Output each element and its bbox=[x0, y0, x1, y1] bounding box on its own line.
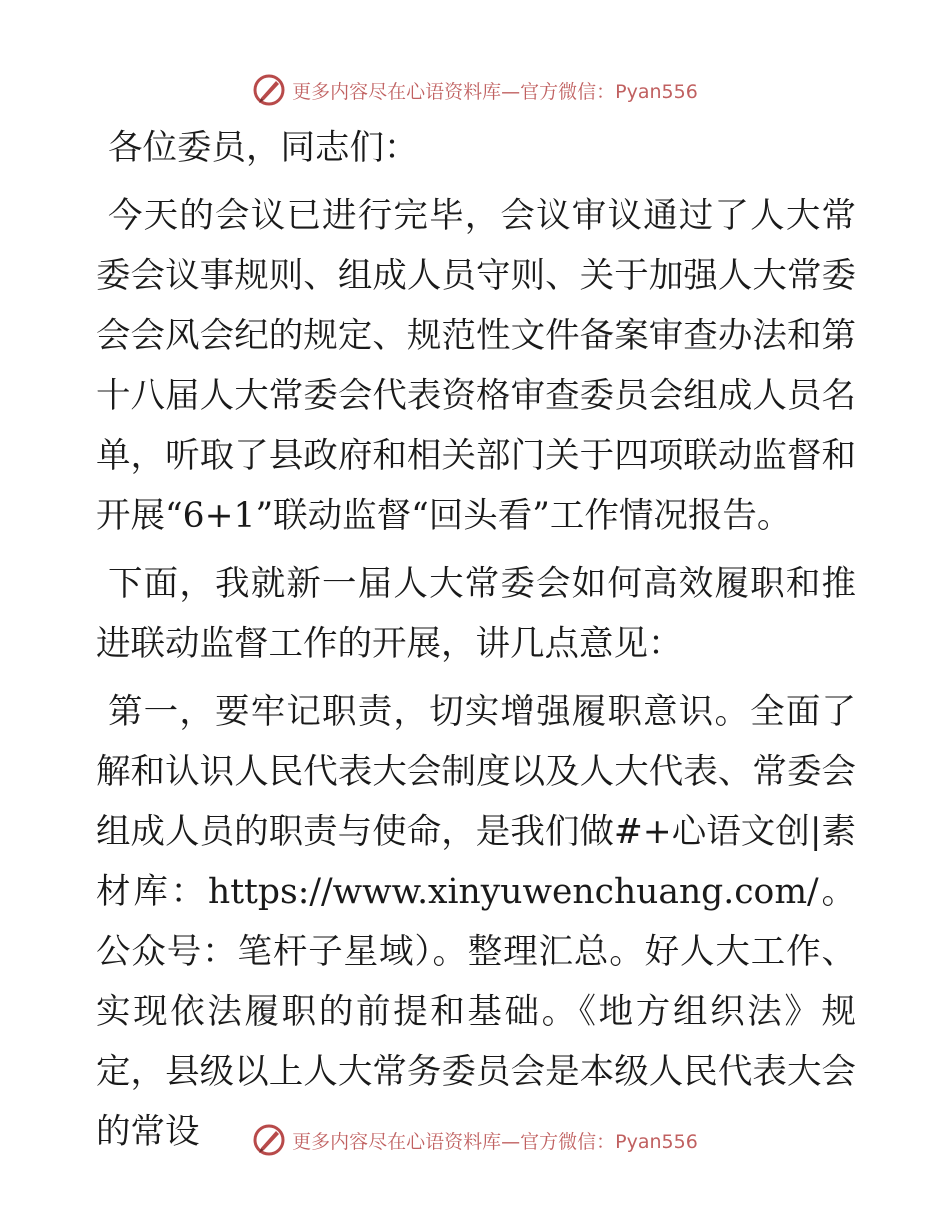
header-watermark-banner bbox=[0, 70, 950, 110]
document-body bbox=[96, 118, 856, 1170]
paragraph-greeting: 各位委员，同志们： bbox=[108, 128, 419, 168]
pen-logo-icon bbox=[252, 1123, 286, 1157]
paragraph-intro: 下面，我就新一届人大常委会如何高效履职和推进联动监督工作的开展，讲几点意见： bbox=[96, 564, 856, 664]
watermark-text: 更多内容尽在心语资料库—官方微信：Pyan556 bbox=[292, 1130, 698, 1153]
footer-watermark-banner bbox=[0, 1120, 950, 1160]
pen-logo-icon bbox=[252, 73, 286, 107]
paragraph-point-one: 第一，要牢记职责，切实增强履职意识。全面了解和认识人民代表大会制度以及人大代表、常委会组成人员的职责与使命，是我们做#+心语文创|素材库：https://www.xinyuwenchuang.com/。公众号：笔杆子星域）。整理汇总。好人大工作、实现依法履职的前提和基础。《地方组织法》规定，县级以上人大常务委员会是本级人民代表大会的常设 bbox=[96, 692, 856, 1152]
watermark-text: 更多内容尽在心语资料库—官方微信：Pyan556 bbox=[292, 80, 698, 103]
paragraph-summary: 今天的会议已进行完毕，会议审议通过了人大常委会议事规则、组成人员守则、关于加强人大常委会会风会纪的规定、规范性文件备案审查办法和第十八届人大常委会代表资格审查委员会组成人员名单，听取了县政府和相关部门关于四项联动监督和开展“6+1”联动监督“回头看”工作情况报告。 bbox=[96, 196, 856, 536]
